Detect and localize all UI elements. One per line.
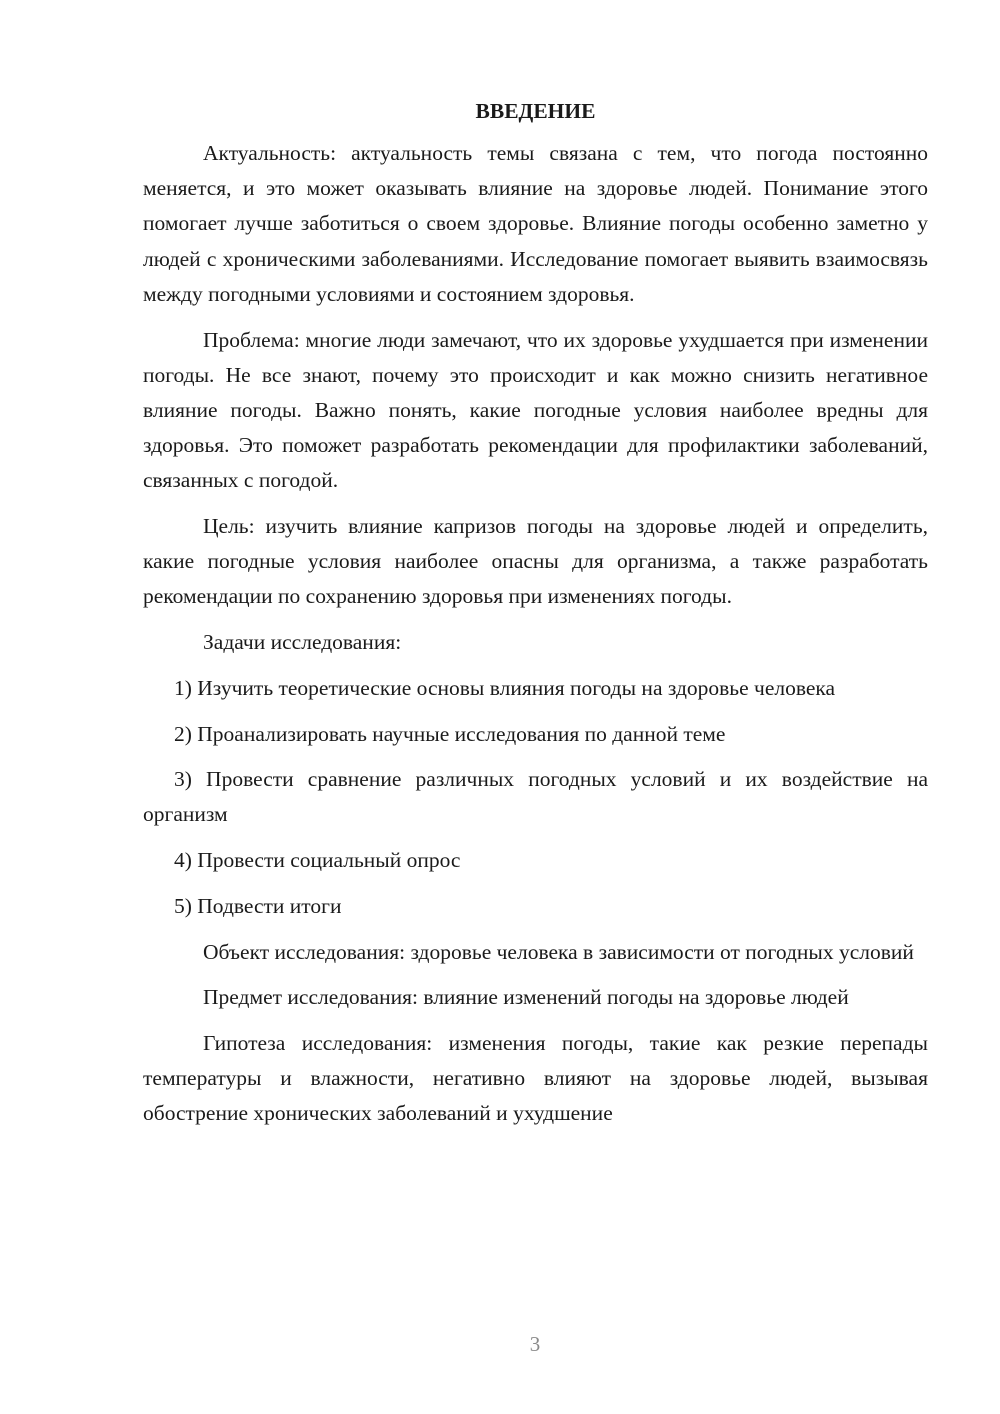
document-page [143, 92, 928, 1142]
section-title: ВВЕДЕНИЕ [475, 99, 596, 123]
paragraph-relevance: Актуальность: актуальность темы связана с тем, что погода постоянно меняется, и это может оказывать влияние на здоровье людей. Понимание этого помогает лучше заботиться о своем здоровье. Влияние погоды особенно заметно у людей с хроническими заболеваниями. Исследование помогает выявить взаимосвязь между погодными условиями и состоянием здоровья. [143, 141, 928, 306]
paragraph-problem: Проблема: многие люди замечают, что их здоровье ухудшается при изменении погоды. Не все знают, почему это происходит и как можно снизить негативное влияние погоды. Важно понять, какие погодные условия наиболее вредны для здоровья. Это поможет разработать рекомендации для профилактики заболеваний, связанных с погодой. [143, 327, 928, 493]
paragraph-object: Объект исследования: здоровье человека в зависимости от погодных условий [203, 939, 914, 964]
task-item-3: 3) Провести сравнение различных погодных условий и их воздействие на организм [143, 767, 928, 827]
task-item-5: 5) Подвести итоги [174, 893, 342, 918]
tasks-heading: Задачи исследования: [203, 630, 402, 655]
task-item-1: 1) Изучить теоретические основы влияния погоды на здоровье человека [174, 675, 836, 700]
task-item-4: 4) Провести социальный опрос [174, 848, 461, 873]
paragraph-hypothesis: Гипотеза исследования: изменения погоды, такие как резкие перепады температуры и влажности, негативно влияют на здоровье людей, вызывая обострение хронических заболеваний и ухудшение [143, 1030, 928, 1126]
paragraph-goal: Цель: изучить влияние капризов погоды на здоровье людей и определить, какие погодные условия наиболее опасны для организма, а также разработать рекомендации по сохранению здоровья при изменениях погоды. [143, 514, 928, 609]
paragraph-subject: Предмет исследования: влияние изменений погоды на здоровье людей [203, 985, 849, 1010]
task-item-2: 2) Проанализировать научные исследования по данной теме [174, 721, 726, 746]
page-number: 3 [529, 1332, 541, 1356]
